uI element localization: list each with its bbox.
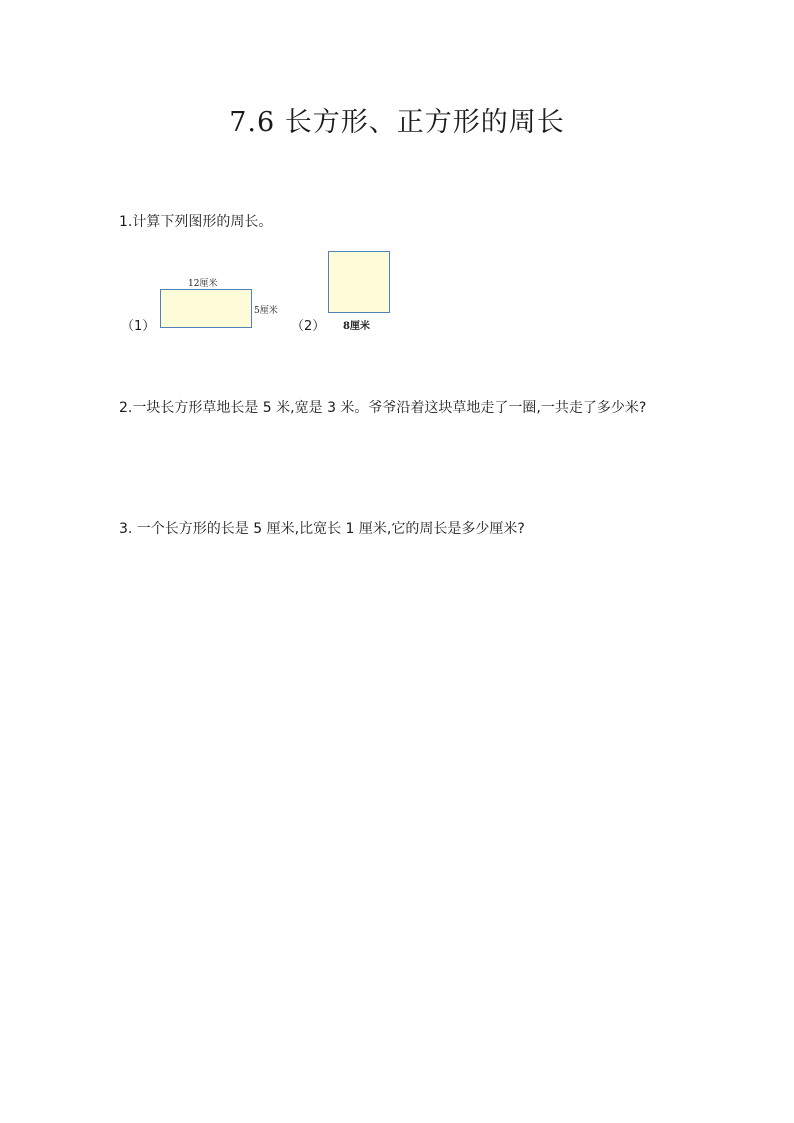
square-side-label: 8厘米 bbox=[343, 321, 370, 332]
question-2-text: 2.一块长方形草地长是 5 米,宽是 3 米。爷爷沿着这块草地走了一圈,一共走了多少米? bbox=[119, 400, 647, 416]
page-title: 7.6 长方形、正方形的周长 bbox=[229, 107, 565, 138]
figure-1-label: （1） bbox=[121, 319, 156, 334]
figure-2-label: （2） bbox=[291, 319, 326, 334]
question-1-text: 1.计算下列图形的周长。 bbox=[119, 214, 273, 230]
rectangle-width-label: 5厘米 bbox=[254, 306, 278, 316]
question-3-text: 3. 一个长方形的长是 5 厘米,比宽长 1 厘米,它的周长是多少厘米? bbox=[119, 521, 525, 537]
square-figure bbox=[328, 251, 390, 313]
rectangle-figure bbox=[160, 289, 252, 328]
rectangle-length-label: 12厘米 bbox=[188, 279, 218, 289]
